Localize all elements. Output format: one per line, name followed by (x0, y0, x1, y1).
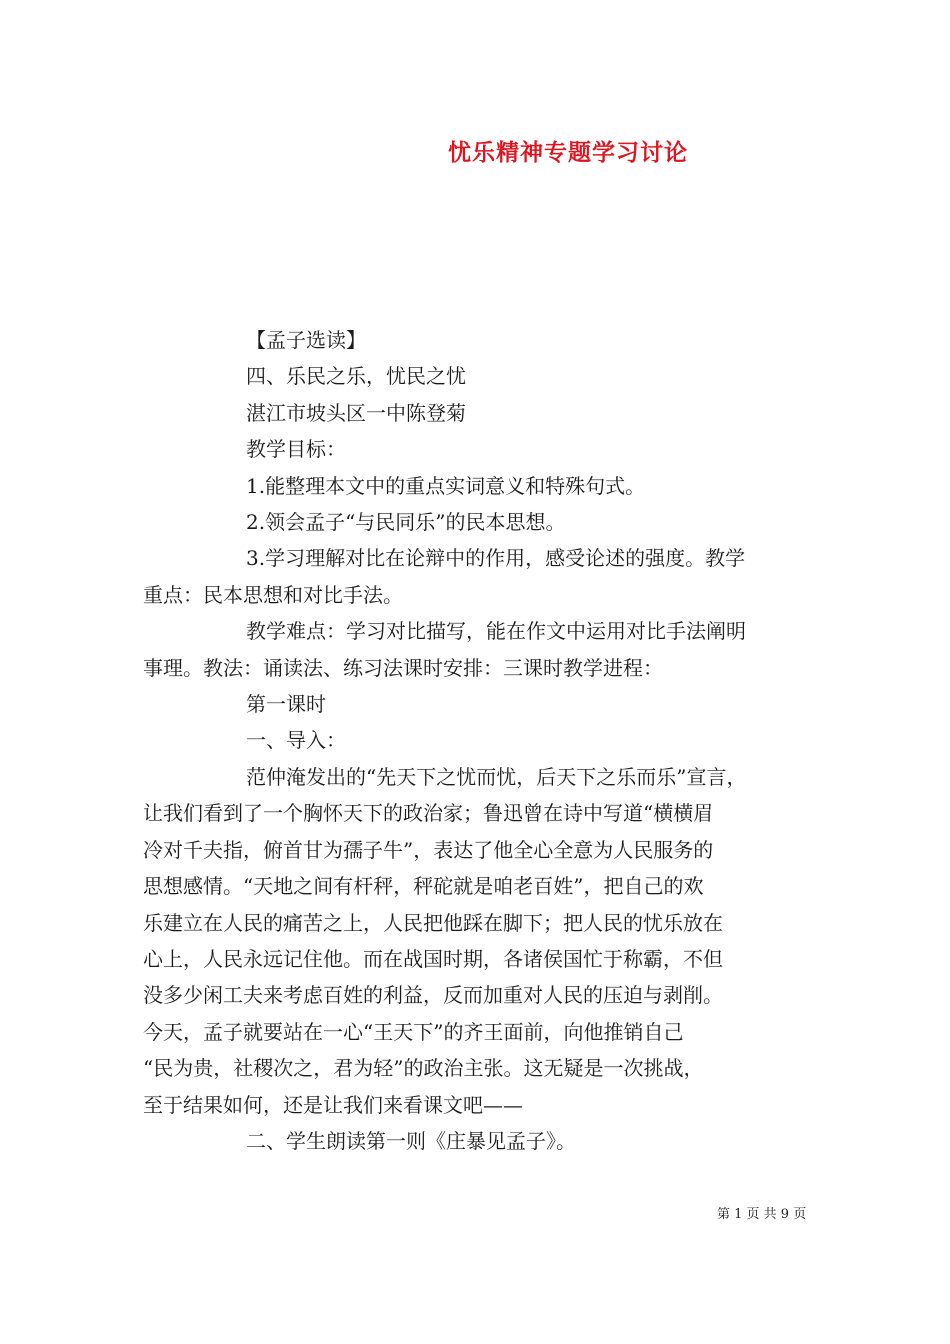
objective-1: 1.能整理本文中的重点实词意义和特殊句式。 (246, 473, 646, 498)
difficulty-line-cont: 事理。教法：诵读法、练习法课时安排：三课时教学进程： (143, 655, 663, 680)
section-heading: 【孟子选读】 (246, 328, 366, 352)
difficulty-line: 教学难点：学习对比描写，能在作文中运用对比手法阐明 (246, 619, 746, 644)
lesson-period: 第一课时 (246, 692, 326, 717)
document-title: 忧乐精神专题学习讨论 (448, 139, 688, 166)
intro-paragraph-line: 没多少闲工夫来考虑百姓的利益，反而加重对人民的压迫与剥削。 (143, 983, 723, 1008)
intro-paragraph-line: 乐建立在人民的痛苦之上，人民把他踩在脚下；把人民的忧乐放在 (143, 910, 723, 935)
objective-2: 2.领会孟子“与民同乐”的民本思想。 (246, 510, 566, 535)
intro-paragraph-line: 思想感情。“天地之间有杆秤，秤砣就是咱老百姓”，把自己的欢 (143, 874, 704, 899)
page-footer: 第 1 页 共 9 页 (717, 1207, 807, 1222)
lesson-title: 四、乐民之乐，忧民之忧 (246, 364, 466, 389)
objective-3-cont: 重点：民本思想和对比手法。 (143, 582, 403, 607)
intro-paragraph-line: 冷对千夫指，俯首甘为孺子牛”，表达了他全心全意为人民服务的 (143, 837, 714, 862)
objective-3: 3.学习理解对比在论辩中的作用，感受论述的强度。教学 (246, 546, 746, 571)
document-body (143, 322, 811, 1159)
intro-heading: 一、导入： (246, 728, 346, 753)
intro-paragraph-line: 至于结果如何，还是让我们来看课文吧—— (143, 1092, 523, 1117)
intro-paragraph-line: 心上，人民永远记住他。而在战国时期，各诸侯国忙于称霸，不但 (143, 946, 723, 971)
reading-heading: 二、学生朗读第一则《庄暴见孟子》。 (246, 1128, 576, 1153)
intro-paragraph-line: 范仲淹发出的“先天下之忧而忧，后天下之乐而乐”宣言， (246, 764, 747, 789)
intro-paragraph-line: 让我们看到了一个胸怀天下的政治家；鲁迅曾在诗中写道“横横眉 (143, 801, 714, 826)
author-line: 湛江市坡头区一中陈登菊 (246, 400, 466, 425)
objectives-heading: 教学目标： (246, 437, 346, 462)
intro-paragraph-line: 今天，孟子就要站在一心“王天下”的齐王面前，向他推销自己 (143, 1019, 684, 1044)
intro-paragraph-line: “民为贵，社稷次之，君为轻”的政治主张。这无疑是一次挑战， (143, 1056, 704, 1081)
